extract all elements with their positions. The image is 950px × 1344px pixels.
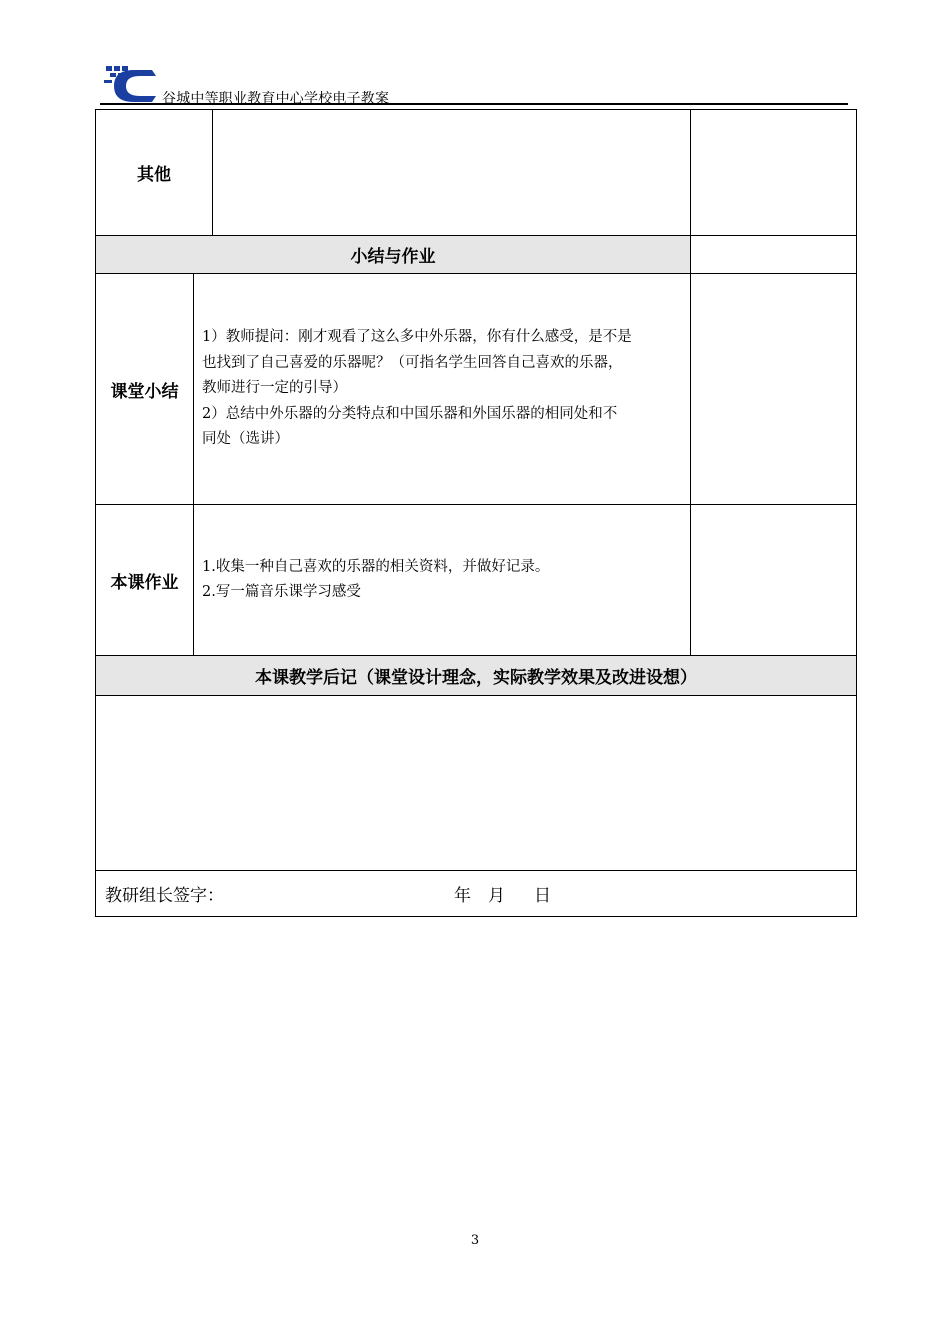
row-signature xyxy=(96,871,857,917)
note-class-summary[interactable] xyxy=(691,274,857,505)
page-header xyxy=(100,64,848,106)
row-summary-title xyxy=(96,236,857,274)
summary-line: 同处（选讲） xyxy=(202,431,289,448)
school-logo-icon xyxy=(104,66,158,102)
reflection-content[interactable] xyxy=(96,696,857,871)
summary-line: 1）教师提问：刚才观看了这么多中外乐器，你有什么感受，是不是 xyxy=(202,329,632,346)
school-name: 谷城中等职业教育中心学校电子教案 xyxy=(162,91,390,107)
summary-line: 教师进行一定的引导） xyxy=(202,380,347,397)
header-rule xyxy=(100,103,848,105)
note-homework[interactable] xyxy=(691,505,857,656)
summary-line: 2）总结中外乐器的分类特点和中国乐器和外国乐器的相同处和不 xyxy=(202,405,618,422)
content-other[interactable] xyxy=(213,110,691,236)
signature-month: 月 xyxy=(488,886,505,906)
content-homework[interactable] xyxy=(194,505,691,656)
note-other[interactable] xyxy=(691,110,857,236)
summary-section-title: 小结与作业 xyxy=(96,236,691,274)
label-class-summary: 课堂小结 xyxy=(96,274,194,505)
note-summary-title[interactable] xyxy=(691,236,857,274)
row-other xyxy=(96,110,857,236)
signature-year: 年 xyxy=(454,886,471,906)
summary-line: 也找到了自己喜爱的乐器呢？（可指名学生回答自己喜欢的乐器， xyxy=(202,354,623,371)
row-reflection-title xyxy=(96,656,857,696)
homework-line: 2.写一篇音乐课学习感受 xyxy=(202,584,361,600)
content-class-summary[interactable] xyxy=(194,274,691,505)
row-reflection xyxy=(96,696,857,871)
signature-label: 教研组长签字： xyxy=(105,886,224,906)
label-homework: 本课作业 xyxy=(96,505,194,656)
row-homework xyxy=(96,505,857,656)
row-class-summary xyxy=(96,274,857,505)
signature-day: 日 xyxy=(534,886,551,906)
signature-cell[interactable] xyxy=(96,871,857,917)
page-number: 3 xyxy=(470,1233,480,1248)
reflection-section-title: 本课教学后记（课堂设计理念，实际教学效果及改进设想） xyxy=(96,656,857,696)
label-other: 其他 xyxy=(96,110,213,236)
lesson-plan-table xyxy=(95,109,857,917)
homework-line: 1.收集一种自己喜欢的乐器的相关资料，并做好记录。 xyxy=(202,558,550,575)
